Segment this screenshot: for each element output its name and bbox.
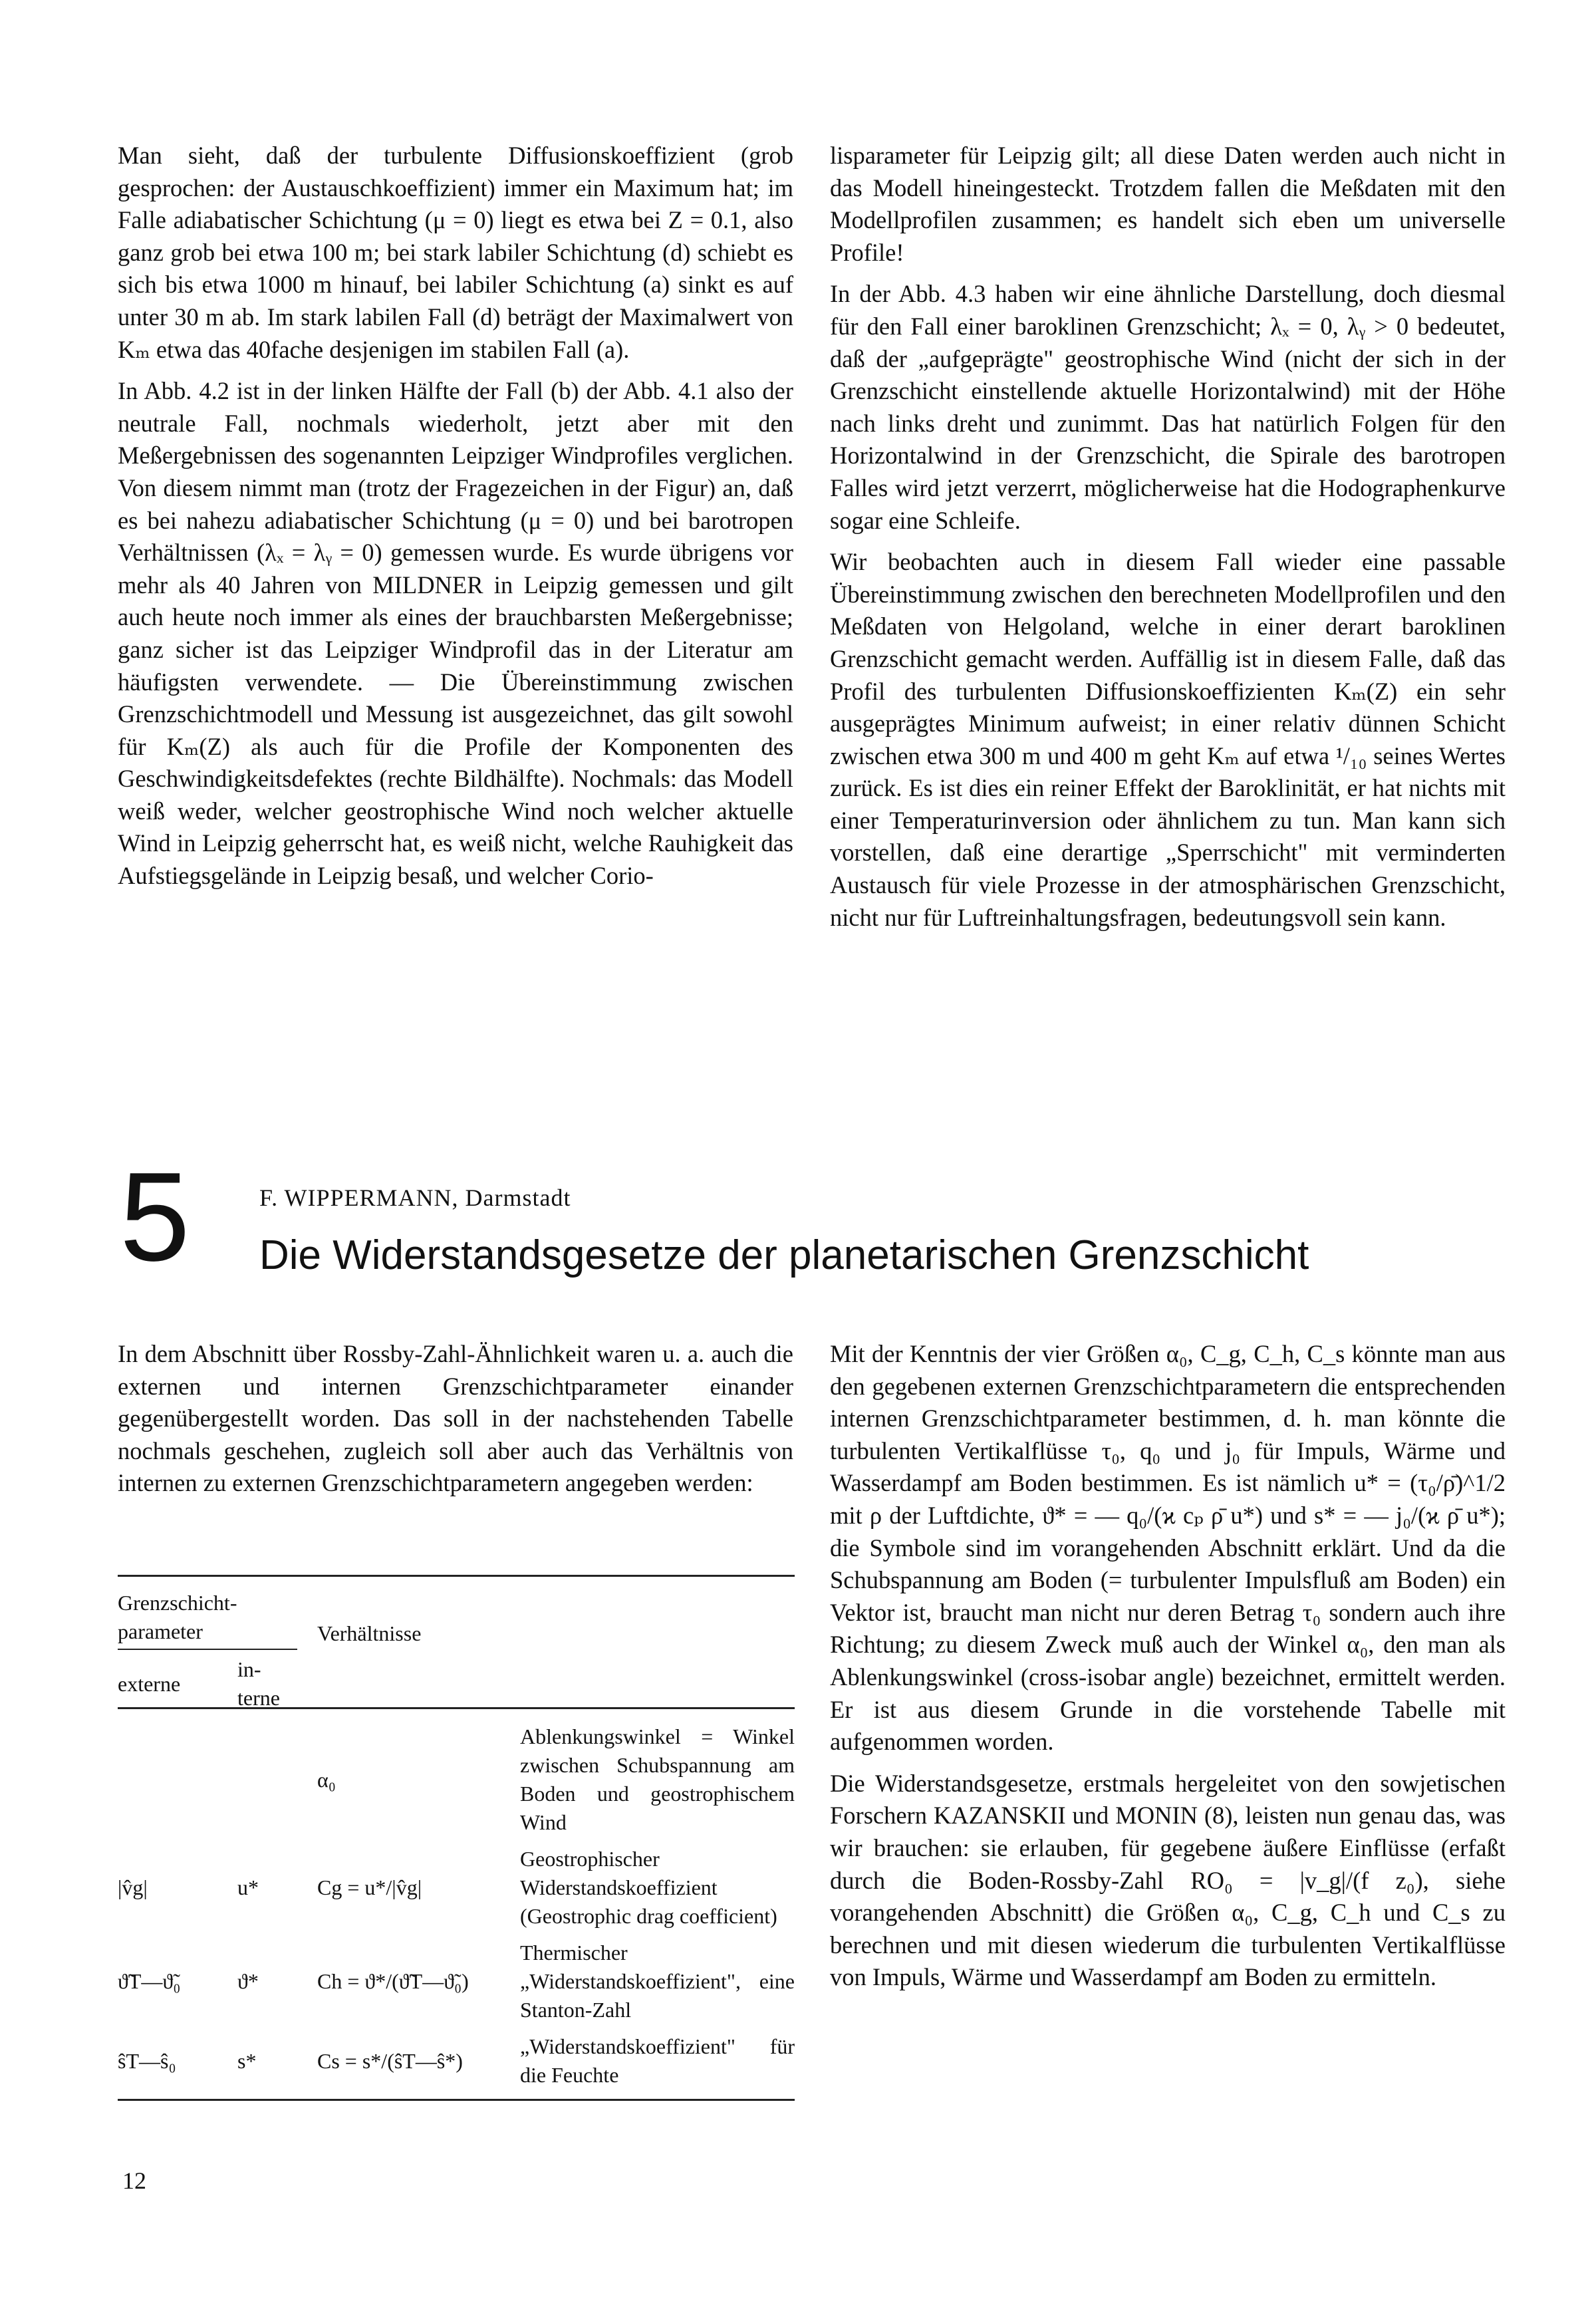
- table-row: [118, 2028, 795, 2094]
- cell-ratio: α₀: [317, 1767, 336, 1792]
- cell-description: „Widerstandskoeffizient" für die Feuchte: [520, 2034, 795, 2087]
- header-interne: in-terne: [237, 1657, 280, 1710]
- section-right-column: [830, 1338, 1506, 2003]
- table-rule: [118, 2099, 795, 2101]
- cell-description: Geostrophischer Widerstandskoeffizient (Geostrophic drag coefficient): [520, 1847, 777, 1928]
- table-rule: [118, 1707, 795, 1709]
- cell-externe: |v̂g|: [118, 1875, 148, 1899]
- table-header: [118, 1577, 795, 1710]
- chapter-author: F. WIPPERMANN, Darmstadt: [259, 1184, 571, 1211]
- top-left-column: [118, 140, 793, 902]
- paragraph: Die Widerstandsgesetze, erstmals hergeleitet von den sowjetischen Forschern KAZANSKII und MONIN (8), leisten nun genau das, was wir brauchen: sie erlauben, für gegebene äußere Einflüsse (erfaßt durch die Boden-Rossby-Zahl RO₀ = |v_g|/(f z₀), siehe vorangehenden Abschnitt) die Größen α₀, C_g, C_h und C_s zu berechnen und mit diesen wiederum die turbulenten Vertikalflüsse von Impuls, Wärme und Wasserdampf am Boden zu ermitteln.: [830, 1769, 1506, 1991]
- table-row: [118, 1718, 795, 1841]
- cell-description: Thermischer „Widerstandskoeffizient", eine Stanton-Zahl: [520, 1941, 795, 2022]
- table-row: [118, 1935, 795, 2028]
- paragraph: In dem Abschnitt über Rossby-Zahl-Ähnlichkeit waren u. a. auch die externen und internen Grenzschichtparameter einander gegenübergestellt worden. Das soll in der nachstehenden Tabelle nochmals geschehen, zugleich soll aber auch das Verhältnis von internen zu externen Grenzschichtparametern angegeben werden:: [118, 1340, 793, 1497]
- header-verhaeltnisse: Verhältnisse: [317, 1621, 422, 1645]
- cell-ratio: Cs = s*/(ŝT—ŝ*): [317, 2048, 463, 2073]
- section-left-column: [118, 1338, 793, 1509]
- table-row: [118, 1841, 795, 1935]
- paragraph: Mit der Kenntnis der vier Größen α₀, C_g, C_h, C_s könnte man aus den gegebenen externen Grenzschichtparametern die entsprechenden internen Grenzschichtparameter bestimmen, d. h. man könnte die turbulenten Vertikalflüsse τ₀, q₀ und j₀ für Impuls, Wärme und Wasserdampf am Boden bestimmen. Es ist nämlich u* = (τ₀/ρ̄)^1/2 mit ρ der Luftdichte, ϑ* = — q₀/(ϰ cₚ ρ̄ u*) und s* = — j₀/(ϰ ρ̄ u*); die Symbole sind im vorangehenden Abschnitt erklärt. Und da die Schubspannung am Boden (= turbulenter Impulsfluß am Boden) ein Vektor ist, braucht man nicht nur deren Betrag τ₀ sondern auch ihre Richtung; zu diesem Zweck muß auch der Winkel α₀, den man als Ablenkungswinkel (cross-isobar angle) bezeichnet, ermittelt werden. Er ist aus diesem Grunde in die vorstehende Tabelle mit aufgenommen worden.: [830, 1340, 1506, 1756]
- cell-externe: ϑ̃T—ϑ̃₀: [118, 1969, 181, 1993]
- parameter-table: [118, 1575, 795, 2101]
- chapter-number: 5: [120, 1147, 190, 1288]
- header-group: Grenzschicht-parameter: [118, 1591, 237, 1643]
- cell-ratio: Ch = ϑ*/(ϑ̃T—ϑ̃₀): [317, 1969, 469, 1993]
- paragraph: In der Abb. 4.3 haben wir eine ähnliche Darstellung, doch diesmal für den Fall einer baroklinen Grenzschicht; λₓ = 0, λᵧ > 0 bedeutet, daß der „aufgeprägte" geostrophische Wind (nicht der sich in der Grenzschicht einstellende aktuelle Horizontalwind) mit der Höhe nach links dreht und zunimmt. Das hat natürlich Folgen für den Horizontalwind in der Grenzschicht, die Spirale des barotropen Falles wird jetzt verzerrt, möglicherweise hat die Hodographenkurve sogar eine Schleife.: [830, 280, 1506, 534]
- top-right-column: [830, 140, 1506, 943]
- cell-description: Ablenkungswinkel = Winkel zwischen Schubspannung am Boden und geostrophischem Wind: [520, 1724, 795, 1834]
- paragraph: Wir beobachten auch in diesem Fall wieder eine passable Übereinstimmung zwischen den berechneten Modellprofilen und den Meßdaten von Helgoland, welche in einer derart baroklinen Grenzschicht gemacht werden. Auffällig ist in diesem Falle, daß das Profil des turbulenten Diffusionskoeffizienten Kₘ(Z) ein sehr ausgeprägtes Minimum aufweist; in einer relativ dünnen Schicht zwischen etwa 300 m und 400 m geht Kₘ auf etwa ¹/₁₀ seines Wertes zurück. Es ist dies ein reiner Effekt der Baroklinität, er hat nichts mit einer Temperaturinversion oder ähnlichem zu tun. Man kann sich vorstellen, daß eine derartige „Sperrschicht" mit verminderten Austausch für viele Prozesse in der atmosphärischen Grenzschicht, nicht nur für Luftreinhaltungsfragen, bedeutungsvoll sein kann.: [830, 548, 1506, 931]
- page-number: 12: [122, 2167, 146, 2194]
- cell-interne: ϑ*: [237, 1969, 259, 1993]
- cell-ratio: Cg = u*/|v̂g|: [317, 1875, 422, 1899]
- paragraph: In Abb. 4.2 ist in der linken Hälfte der Fall (b) der Abb. 4.1 also der neutrale Fall, nochmals wiederholt, jetzt aber mit den Meßergebnissen des sogenannten Leipziger Windprofiles verglichen. Von diesem nimmt man (trotz der Fragezeichen in der Figur) an, daß es bei nahezu adiabatischer Schichtung (μ = 0) und bei barotropen Verhältnissen (λₓ = λᵧ = 0) gemessen wurde. Es wurde übrigens vor mehr als 40 Jahren von MILDNER in Leipzig gemessen und gilt auch heute noch immer als eines der brauchbarsten Meßergebnisse; ganz sicher ist das Leipziger Windprofil das in der Literatur am häufigsten verwendete. — Die Übereinstimmung zwischen Grenzschichtmodell und Messung ist ausgezeichnet, das gilt sowohl für Kₘ(Z) als auch für die Profile der Komponenten des Geschwindigkeitsdefektes (rechte Bildhälfte). Nochmals: das Modell weiß weder, welcher geostrophische Wind noch welcher aktuelle Wind in Leipzig geherrscht hat, es weiß nicht, welche Rauhigkeit das Aufstiegsgelände in Leipzig besaß, und welcher Corio-: [118, 377, 793, 890]
- cell-interne: s*: [237, 2048, 257, 2073]
- cell-interne: u*: [237, 1875, 259, 1899]
- paragraph: Man sieht, daß der turbulente Diffusionskoeffizient (grob gesprochen: der Austauschkoeffizient) immer ein Maximum hat; im Falle adiabatischer Schichtung (μ = 0) liegt es etwa bei Z = 0.1, also ganz grob bei etwa 100 m; bei stark labiler Schichtung (d) schiebt es sich bis etwa 1000 m hinauf, bei labiler Schichtung (a) sinkt es auf unter 30 m ab. Im stark labilen Fall (d) beträgt der Maximalwert von Kₘ etwa das 40fache desjenigen im stabilen Fall (a).: [118, 142, 793, 363]
- cell-externe: ŝT—ŝ₀: [118, 2048, 176, 2073]
- header-group-rule: [118, 1649, 297, 1650]
- chapter-title: Die Widerstandsgesetze der planetarischen Grenzschicht: [259, 1232, 1309, 1278]
- paragraph: lisparameter für Leipzig gilt; all diese Daten werden auch nicht in das Modell hineingesteckt. Trotzdem fallen die Meßdaten mit den Modellprofilen zusammen; es handelt sich eben um universelle Profile!: [830, 142, 1506, 266]
- header-externe: externe: [118, 1672, 181, 1696]
